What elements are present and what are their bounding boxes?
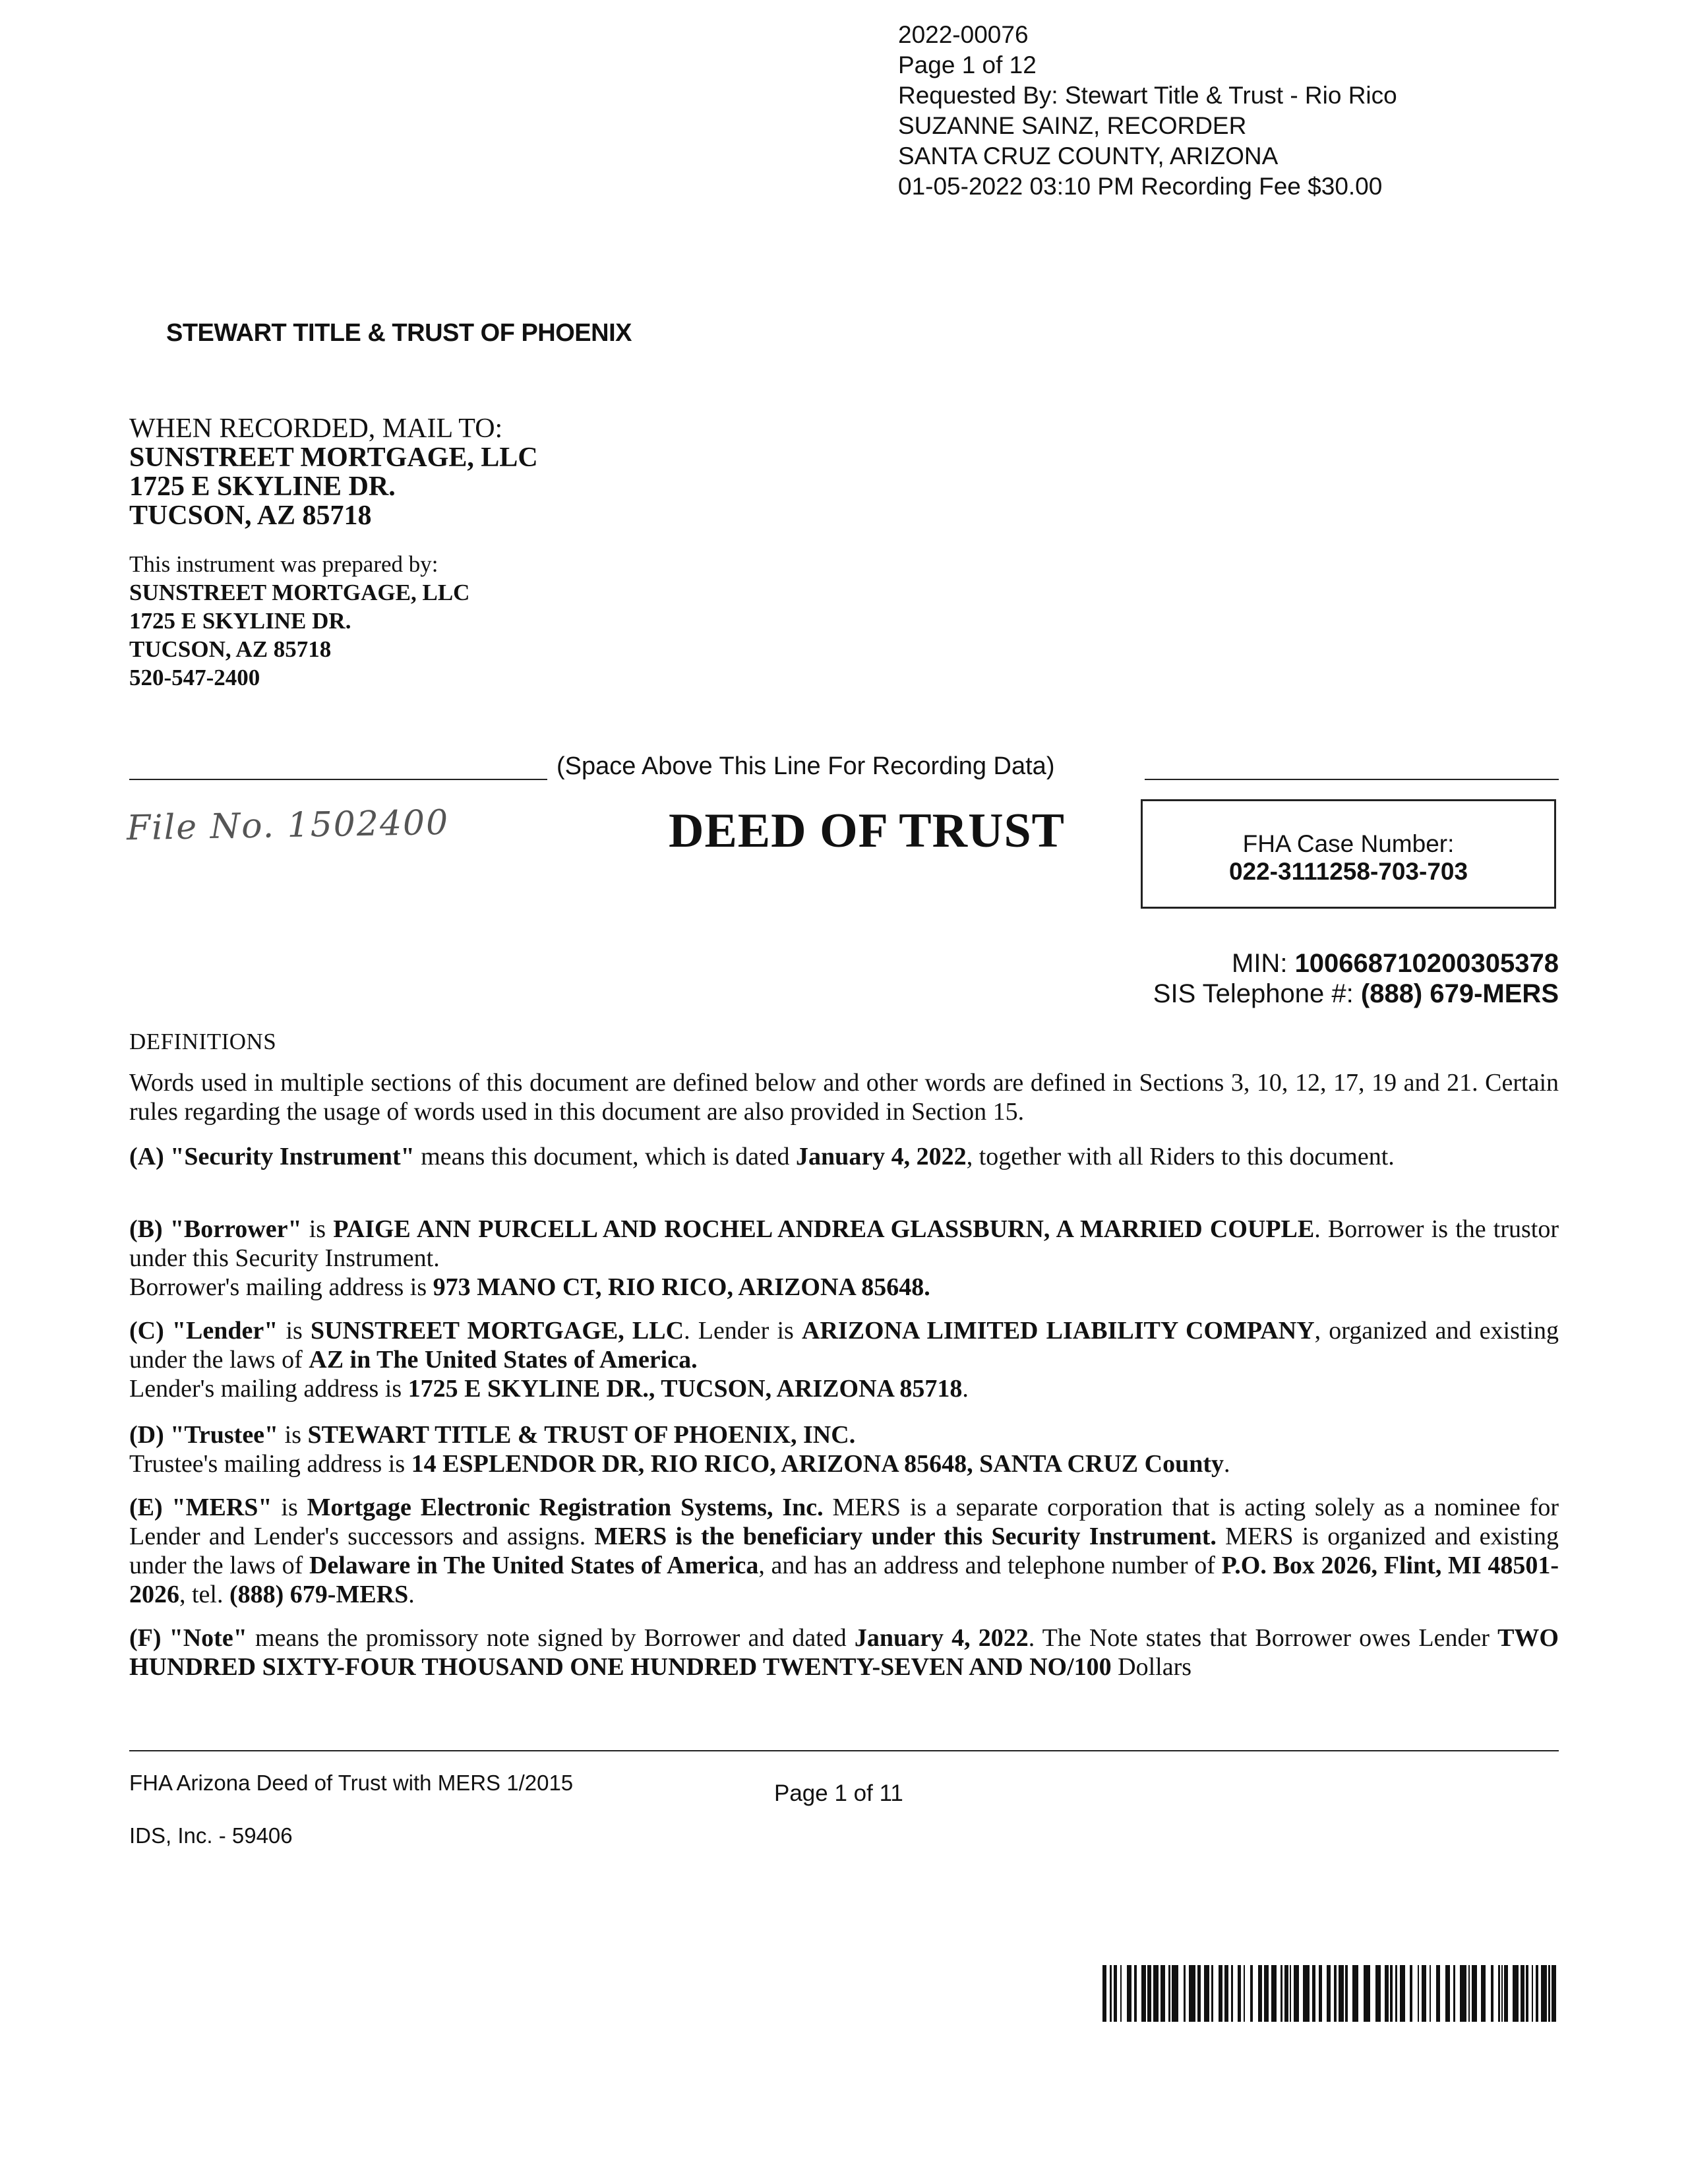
def-c-address: 1725 E SKYLINE DR., TUCSON, ARIZONA 85718 — [407, 1375, 963, 1403]
min-value: 100668710200305378 — [1294, 949, 1559, 978]
min-block — [1153, 948, 1559, 1009]
min-label: MIN: — [1232, 949, 1288, 978]
barcode — [1102, 1965, 1559, 2022]
def-f-date: January 4, 2022 — [854, 1624, 1029, 1652]
sis-label: SIS Telephone #: — [1153, 979, 1354, 1008]
def-e-text-2: MERS is a separate corporation that is acting solely as a nominee for Lender and Lender's successors and assigns. — [129, 1494, 1559, 1550]
recording-info — [898, 20, 1397, 202]
def-e-laws: Delaware in The United States of America — [309, 1552, 759, 1579]
mail-to-city: TUCSON, AZ 85718 — [129, 501, 372, 531]
footer-page-number: Page 1 of 11 — [774, 1780, 903, 1806]
recording-recorder: SUZANNE SAINZ, RECORDER — [898, 112, 1247, 139]
def-c-name: SUNSTREET MORTGAGE, LLC — [311, 1317, 684, 1345]
recording-number: 2022-00076 — [898, 21, 1029, 48]
def-d-addr-label: Trustee's mailing address is — [129, 1450, 411, 1478]
def-e-text-4: , and has an address and telephone number of — [758, 1552, 1222, 1579]
company-header: STEWART TITLE & TRUST OF PHOENIX — [166, 319, 632, 347]
def-b-addr-label: Borrower's mailing address is — [129, 1273, 433, 1301]
mail-to-block — [129, 414, 538, 530]
def-c-text-4: . — [691, 1346, 698, 1374]
def-a-text-2: , together with all Riders to this document. — [966, 1143, 1395, 1170]
definition-e — [129, 1493, 1559, 1609]
def-f-amount: TWO HUNDRED SIXTY-FOUR THOUSAND ONE HUNDRED TWENTY-SEVEN AND NO/100 — [129, 1624, 1559, 1681]
def-c-text-2: . Lender is — [684, 1317, 802, 1345]
sis-value: (888) 679-MERS — [1360, 979, 1559, 1008]
definition-b — [129, 1215, 1559, 1302]
def-b-end: . — [924, 1273, 930, 1301]
def-b-text-1: is — [301, 1215, 334, 1243]
footer-ids: IDS, Inc. - 59406 — [129, 1823, 293, 1848]
prepared-by-name: SUNSTREET MORTGAGE, LLC — [129, 580, 470, 605]
mail-to-label: WHEN RECORDED, MAIL TO: — [129, 413, 503, 444]
document-title: DEED OF TRUST — [669, 804, 1066, 858]
definition-a — [129, 1142, 1559, 1171]
mail-to-street: 1725 E SKYLINE DR. — [129, 471, 396, 502]
prepared-by-label: This instrument was prepared by: — [129, 551, 438, 577]
definitions-intro: Words used in multiple sections of this document are defined below and other words are defined in Sections 3, 10, 12, 17, 19 and 21. Certain rules regarding the usage of words used in this document are also provided in Section 15. — [129, 1069, 1559, 1126]
def-c-term: (C) "Lender" — [129, 1317, 278, 1345]
def-a-date: January 4, 2022 — [796, 1143, 967, 1170]
def-b-address: 973 MANO CT, RIO RICO, ARIZONA 85648 — [433, 1273, 924, 1301]
def-c-end: . — [962, 1375, 969, 1403]
def-a-text-1: means this document, which is dated — [414, 1143, 797, 1170]
prepared-by-phone: 520-547-2400 — [129, 665, 260, 690]
def-c-text-1: is — [278, 1317, 311, 1345]
mail-to-name: SUNSTREET MORTGAGE, LLC — [129, 442, 538, 473]
def-c-text-3: , organized and existing under the laws of — [129, 1317, 1559, 1374]
footer-form-info — [129, 1757, 573, 1862]
def-d-county: County — [1138, 1450, 1224, 1478]
def-b-text-2: . — [1314, 1215, 1321, 1243]
def-b-line2: Borrower is the trustor under this Security Instrument. — [129, 1215, 1559, 1272]
prepared-by-street: 1725 E SKYLINE DR. — [129, 608, 351, 634]
prepared-by-block — [129, 550, 469, 692]
def-f-text-3: Dollars — [1111, 1653, 1192, 1681]
handwritten-file-number: File No. 1502400 — [126, 803, 450, 849]
def-e-tel: (888) 679-MERS — [229, 1581, 409, 1608]
definition-d — [129, 1420, 1559, 1478]
space-above-line-text: (Space Above This Line For Recording Data) — [557, 752, 1055, 780]
footer-rule — [129, 1750, 1559, 1751]
def-f-term: (F) "Note" — [129, 1624, 247, 1652]
def-e-term: (E) "MERS" — [129, 1494, 272, 1521]
def-a-term: (A) "Security Instrument" — [129, 1143, 415, 1170]
def-e-beneficiary: MERS is the beneficiary under this Security Instrument. — [594, 1523, 1217, 1550]
recording-requested-by: Requested By: Stewart Title & Trust - Rio Rico — [898, 82, 1397, 109]
definition-c — [129, 1316, 1559, 1403]
recording-page: Page 1 of 12 — [898, 51, 1037, 78]
def-e-end: . — [408, 1581, 415, 1608]
def-d-end: . — [1224, 1450, 1230, 1478]
def-d-text-1: is — [278, 1421, 308, 1449]
def-b-name: PAIGE ANN PURCELL AND ROCHEL ANDREA GLASSBURN, A MARRIED COUPLE — [333, 1215, 1315, 1243]
fha-case-label: FHA Case Number: — [1242, 830, 1455, 857]
footer-form-name: FHA Arizona Deed of Trust with MERS 1/2015 — [129, 1771, 574, 1795]
definition-f — [129, 1623, 1559, 1682]
def-d-name: STEWART TITLE & TRUST OF PHOENIX, INC. — [307, 1421, 856, 1449]
def-e-text-1: is — [272, 1494, 307, 1521]
def-f-text-2: . The Note states that Borrower owes Lender — [1028, 1624, 1498, 1652]
def-c-entity: ARIZONA LIMITED LIABILITY COMPANY — [802, 1317, 1315, 1345]
recording-data-separator — [129, 752, 1559, 785]
def-c-laws: AZ in The United States of America — [309, 1346, 692, 1374]
def-e-name: Mortgage Electronic Registration Systems, Inc. — [307, 1494, 824, 1521]
recording-datetime-fee: 01-05-2022 03:10 PM Recording Fee $30.00 — [898, 173, 1383, 200]
fha-case-box — [1141, 799, 1556, 909]
definitions-heading: DEFINITIONS — [129, 1029, 277, 1054]
def-c-addr-label: Lender's mailing address is — [129, 1375, 408, 1403]
separator-line-right — [1145, 779, 1559, 780]
def-e-text-5: , tel. — [179, 1581, 229, 1608]
def-d-address: 14 ESPLENDOR DR, RIO RICO, ARIZONA 85648, SANTA CRUZ — [411, 1450, 1139, 1478]
recording-county: SANTA CRUZ COUNTY, ARIZONA — [898, 142, 1279, 169]
def-d-term: (D) "Trustee" — [129, 1421, 279, 1449]
fha-case-number: 022-3111258-703-703 — [1228, 858, 1468, 885]
separator-line-left — [129, 779, 547, 780]
def-f-text-1: means the promissory note signed by Borrower and dated — [247, 1624, 855, 1652]
def-e-text-3: MERS is organized and existing under the laws of — [129, 1523, 1559, 1579]
def-e-address: P.O. Box 2026, Flint, MI 48501-2026 — [129, 1552, 1559, 1608]
prepared-by-city: TUCSON, AZ 85718 — [129, 636, 332, 662]
def-b-term: (B) "Borrower" — [129, 1215, 302, 1243]
